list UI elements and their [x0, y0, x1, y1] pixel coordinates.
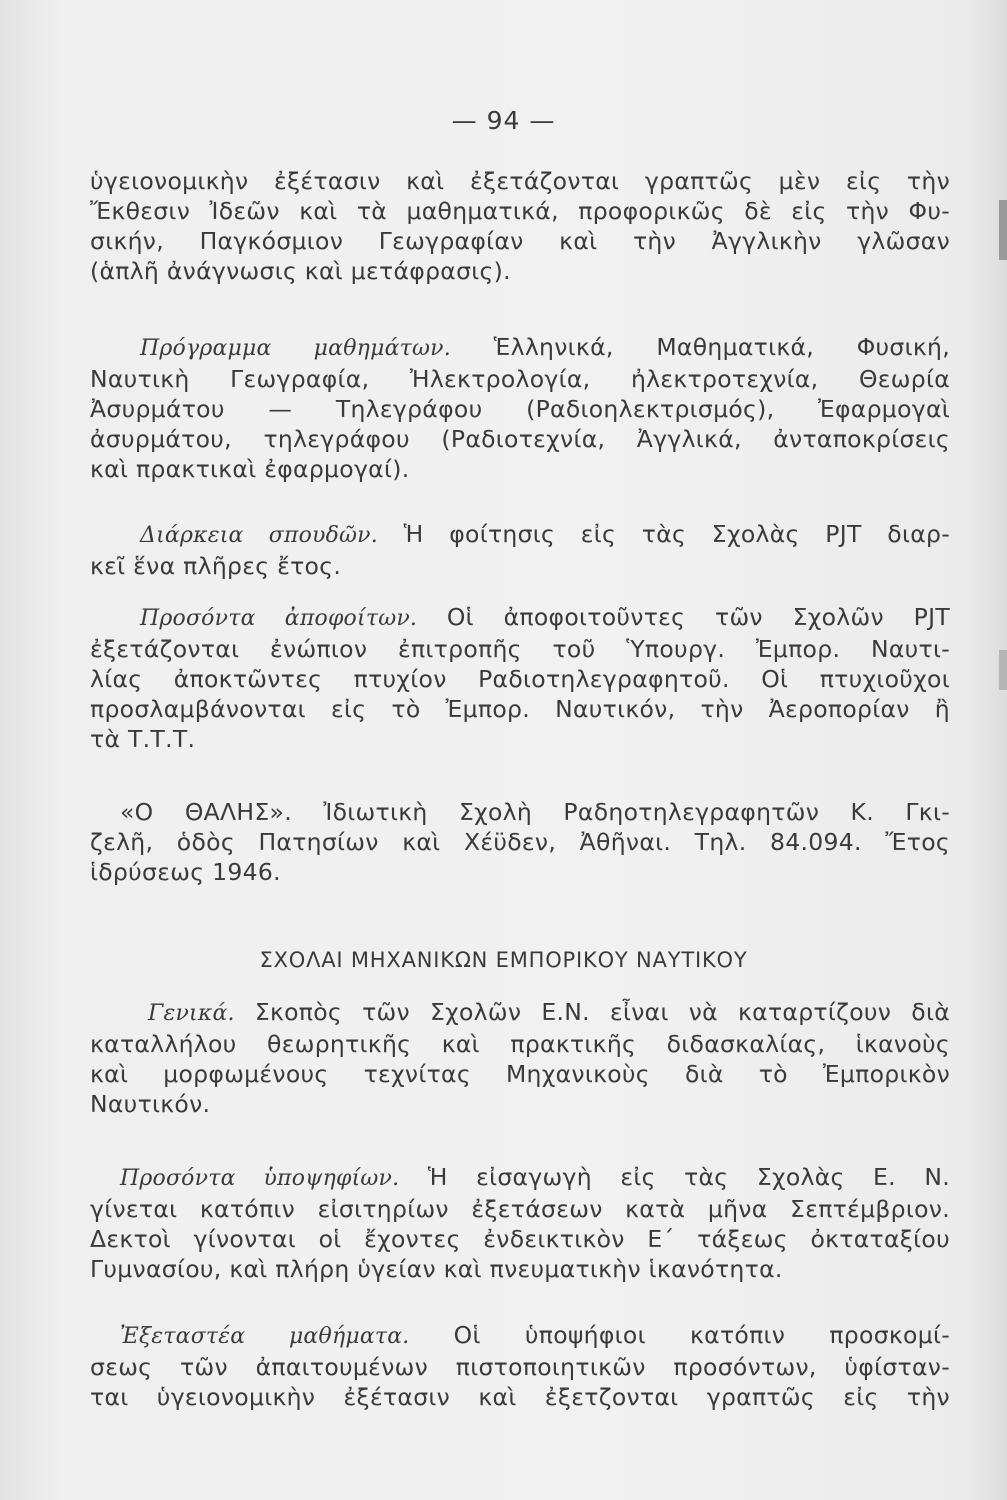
text-line: καὶ πρακτικαὶ ἐφαρμογαί). [90, 455, 410, 483]
text-line: Ναυτικὴ Γεωγραφία, Ἠλεκτρολογία, ἠλεκτροτεχνία, Θεωρία [90, 365, 950, 393]
text-line: Ἔκθεσιν Ἰδεῶν καὶ τὰ μαθηματικά, προφορικῶς δὲ εἰς τὴν Φυ- [90, 197, 950, 225]
paragraph-heading: Προσόντα ὑποψηφίων. [120, 1166, 400, 1191]
text-line: Ἀσυρμάτου — Τηλεγράφου (Ραδιοηλεκτρισμός), Ἐφαρμογαὶ [90, 395, 950, 423]
text-line: Ναυτικόν. [90, 1090, 211, 1118]
text-line: λίας ἀποκτῶντες πτυχίον Ραδιοτηλεγραφητοῦ. Οἱ πτυχιοῦχοι [90, 665, 950, 693]
text-line [90, 519, 950, 551]
text-line: σικήν, Παγκόσμιον Γεωγραφίαν καὶ τὴν Ἀγγλικὴν γλῶσαν [90, 227, 950, 255]
text-line: ἀσυρμάτου, τηλεγράφου (Ραδιοτεχνία, Ἀγγλικά, ἀνταποκρίσεις [90, 425, 950, 453]
text-fragment: Ἑλληνικά, Μαθηματικά, Φυσική, [493, 333, 950, 361]
text-line [90, 602, 950, 634]
text-line: (ἁπλῆ ἀνάγνωσις καὶ μετάφρασις). [90, 257, 511, 285]
text-line: σεως τῶν ἀπαιτουμένων πιστοποιητικῶν προσόντων, ὑφίσταν- [90, 1353, 950, 1381]
paragraph-duration [90, 519, 950, 581]
text-line: «Ο ΘΑΛΗΣ». Ἰδιωτικὴ Σχολὴ Ραδηοτηλεγραφητῶν Κ. Γκι- [120, 798, 950, 826]
paragraph-candidate-qualifications [90, 1162, 950, 1284]
paragraph-exams-intro [90, 166, 950, 286]
text-line: ται ὑγειονομικὴν ἐξέτασιν καὶ ἐξετζονται γραπτῶς εἰς τὴν [90, 1383, 950, 1411]
text-line: ὑγειονομικὴν ἐξέτασιν καὶ ἐξετάζονται γραπτῶς μὲν εἰς τὴν [90, 167, 950, 195]
text-fragment: Ἡ εἰσαγωγὴ εἰς τὰς Σχολὰς Ε. Ν. [427, 1163, 950, 1191]
page-edge-shadow [999, 200, 1007, 260]
paragraph-heading: Διάρκεια σπουδῶν. [140, 523, 378, 548]
paragraph-heading: Πρόγραμμα μαθημάτων. [140, 336, 451, 361]
paragraph-heading: Γενικά. [148, 1001, 235, 1026]
text-line [90, 997, 950, 1029]
text-line: καὶ μορφωμένους τεχνίτας Μηχανικοὺς διὰ τὸ Ἐμπορικὸν [90, 1060, 950, 1088]
text-line: προσλαμβάνονται εἰς τὸ Ἐμπορ. Ναυτικόν, τὴν Ἀεροπορίαν ἢ [90, 695, 950, 723]
page-edge-shadow [999, 650, 1007, 690]
paragraph-heading: Ἐξεταστέα μαθήματα. [120, 1324, 410, 1349]
text-line: ζελῆ, ὁδὸς Πατησίων καὶ Χέϋδεν, Ἀθῆναι. Τηλ. 84.094. Ἔτος [90, 828, 950, 856]
text-fragment: Σκοπὸς τῶν Σχολῶν Ε.Ν. εἶναι νὰ καταρτίζουν διὰ [254, 998, 950, 1026]
text-fragment: Ἡ φοίτησις εἰς τὰς Σχολὰς PJT διαρ- [403, 520, 950, 548]
page-number: — 94 — [451, 106, 556, 135]
paragraph-thales-school [90, 797, 950, 887]
paragraph-heading: Προσόντα ἀποφοίτων. [140, 606, 418, 631]
text-line: κεῖ ἕνα πλῆρες ἔτος. [90, 552, 342, 580]
text-fragment: Οἱ ὑποψήφιοι κατόπιν προσκομί- [453, 1321, 950, 1349]
text-line [90, 332, 950, 364]
text-fragment: Οἱ ἀποφοιτοῦντες τῶν Σχολῶν PJT [446, 603, 950, 631]
text-line: τὰ Τ.Τ.Τ. [90, 725, 196, 753]
text-line: Γυμνασίου, καὶ πλήρη ὑγείαν καὶ πνευματικὴν ἱκανότητα. [90, 1255, 783, 1283]
text-line: καταλλήλου θεωρητικῆς καὶ πρακτικῆς διδασκαλίας, ἱκανοὺς [90, 1030, 950, 1058]
paragraph-graduates [90, 602, 950, 754]
text-line [90, 1320, 950, 1352]
paragraph-curriculum [90, 332, 950, 484]
text-line: ἱδρύσεως 1946. [90, 858, 281, 886]
paragraph-exam-subjects [90, 1320, 950, 1412]
paragraph-general [90, 997, 950, 1119]
text-line: Δεκτοὶ γίνονται οἱ ἔχοντες ἐνδεικτικὸν Ε΄ τάξεως ὀκταταξίου [90, 1225, 950, 1253]
section-title: ΣΧΟΛΑΙ ΜΗΧΑΝΙΚΩΝ ΕΜΠΟΡΙΚΟΥ ΝΑΥΤΙΚΟΥ [259, 948, 748, 972]
text-line: γίνεται κατόπιν εἰσιτηρίων ἐξετάσεων κατὰ μῆνα Σεπτέμβριον. [90, 1195, 950, 1223]
text-line: ἐξετάζονται ἐνώπιον ἐπιτροπῆς τοῦ Ὑπουργ. Ἐμπορ. Ναυτι- [90, 635, 950, 663]
text-line [90, 1162, 950, 1194]
